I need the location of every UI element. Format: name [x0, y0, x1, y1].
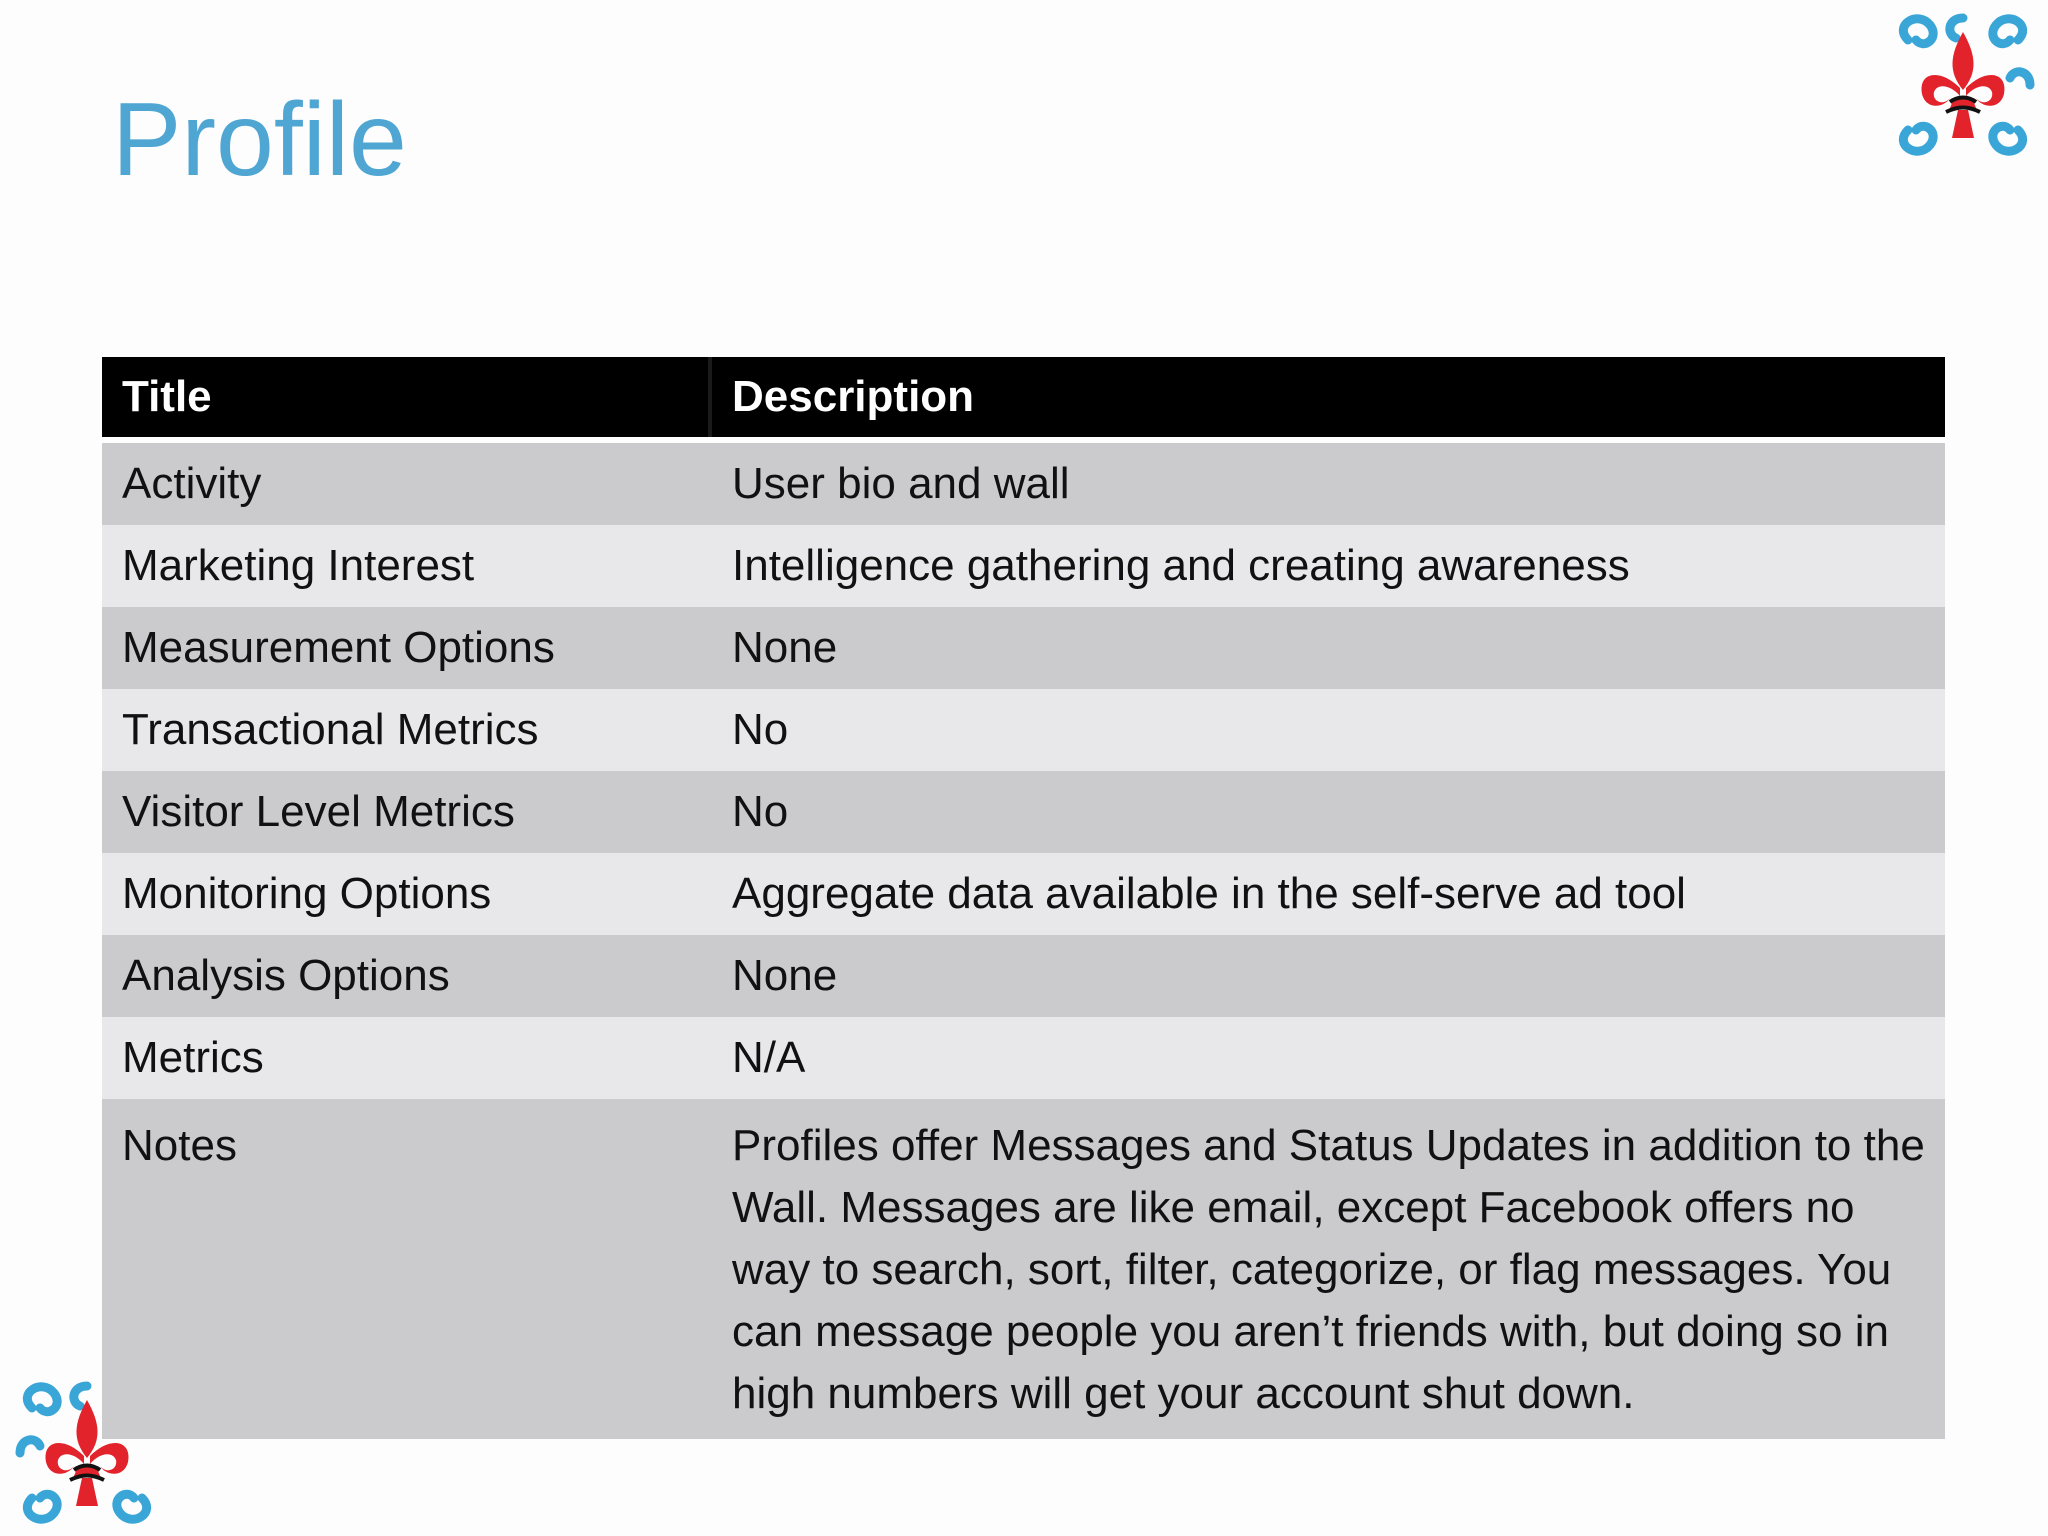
- row-title: Monitoring Options: [102, 853, 710, 935]
- page-title: Profile: [112, 82, 407, 198]
- row-description: None: [710, 935, 1945, 1017]
- row-title: Analysis Options: [102, 935, 710, 1017]
- row-description: None: [710, 607, 1945, 689]
- profile-table: [102, 357, 1945, 1439]
- row-description: N/A: [710, 1017, 1945, 1099]
- column-header-description: Description: [710, 357, 1945, 440]
- table-row: [102, 853, 1945, 935]
- table-row: [102, 440, 1945, 525]
- table-row: [102, 689, 1945, 771]
- table-header-row: [102, 357, 1945, 440]
- row-title: Visitor Level Metrics: [102, 771, 710, 853]
- fleur-de-lis-logo: [1888, 10, 2038, 160]
- table-row: [102, 1017, 1945, 1099]
- row-description: Aggregate data available in the self-serve ad tool: [710, 853, 1945, 935]
- row-description: Intelligence gathering and creating awareness: [710, 525, 1945, 607]
- row-description: Profiles offer Messages and Status Updates in addition to the Wall. Messages are like email, except Facebook offers no way to search, sort, filter, categorize, or flag messages. You can message people you aren’t friends with, but doing so in high numbers will get your account shut down.: [710, 1099, 1945, 1439]
- row-description: User bio and wall: [710, 440, 1945, 525]
- column-header-title: Title: [102, 357, 710, 440]
- table-row: [102, 1099, 1945, 1439]
- table-row: [102, 525, 1945, 607]
- table-row: [102, 935, 1945, 1017]
- row-title: Notes: [102, 1099, 710, 1439]
- row-title: Activity: [102, 440, 710, 525]
- row-description: No: [710, 771, 1945, 853]
- row-title: Marketing Interest: [102, 525, 710, 607]
- row-title: Metrics: [102, 1017, 710, 1099]
- row-description: No: [710, 689, 1945, 771]
- table-row: [102, 607, 1945, 689]
- row-title: Transactional Metrics: [102, 689, 710, 771]
- row-title: Measurement Options: [102, 607, 710, 689]
- table-row: [102, 771, 1945, 853]
